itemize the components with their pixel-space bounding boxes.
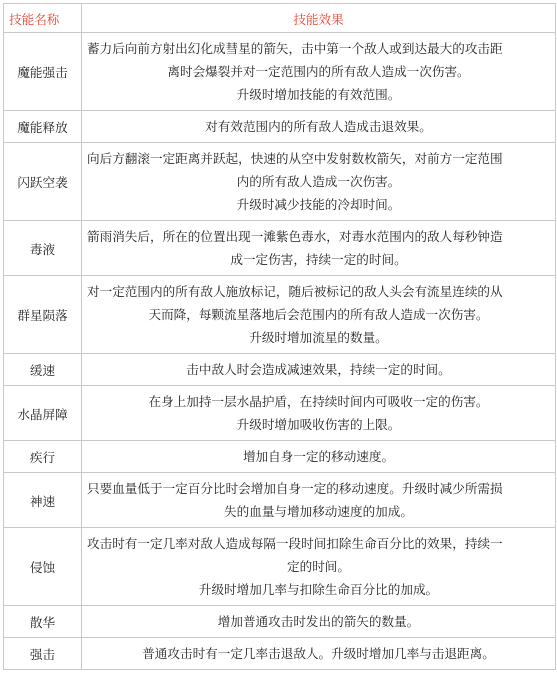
skill-name-cell: 水晶屏障 xyxy=(4,386,82,441)
skill-rows xyxy=(4,33,556,670)
skill-name-cell: 缓速 xyxy=(4,354,82,386)
skill-effect-cell xyxy=(82,606,556,638)
header-skill-name: 技能名称 xyxy=(4,4,82,33)
skill-effect-cell xyxy=(82,143,556,221)
skill-effect-line: 升级时增加流星的数量。 xyxy=(249,330,388,345)
skill-effect-cell xyxy=(82,441,556,473)
skill-effect-line: 普通攻击时有一定几率击退敌人。升级时增加几率与击退距离。 xyxy=(142,646,495,661)
table-row xyxy=(4,354,556,386)
skill-effect-line: 离时会爆裂并对一定范围内的所有敌人造成一次伤害。 xyxy=(167,64,470,79)
skill-name-cell: 魔能释放 xyxy=(4,111,82,143)
table-row xyxy=(4,386,556,441)
skill-effect-line: 箭雨消失后，所在的位置出现一滩紫色毒水，对毒水范围内的敌人每秒钟造 xyxy=(87,229,503,244)
table-row xyxy=(4,221,556,276)
skill-effect-line: 升级时减少技能的冷却时间。 xyxy=(236,197,401,212)
skill-effect-line: 攻击时有一定几率对敌人造成每隔一段时间扣除生命百分比的效果，持续一 xyxy=(87,536,503,551)
skill-effect-line: 内的所有敌人造成一次伤害。 xyxy=(236,174,401,189)
skill-effect-line: 天而降，每颗流星落地后会范围内的所有敌人造成一次伤害。 xyxy=(148,307,489,322)
table-row xyxy=(4,276,556,354)
header-skill-effect: 技能效果 xyxy=(82,4,556,33)
skill-effect-cell xyxy=(82,638,556,670)
skill-effect-cell xyxy=(82,276,556,354)
skill-effect-cell xyxy=(82,528,556,606)
skill-effect-cell xyxy=(82,354,556,386)
skill-effect-line: 蓄力后向前方射出幻化成彗星的箭矢，击中第一个敌人或到达最大的攻击距 xyxy=(87,41,503,56)
skill-effect-cell xyxy=(82,111,556,143)
skill-name-cell: 散华 xyxy=(4,606,82,638)
skill-table xyxy=(3,3,556,670)
skill-effect-line: 失的血量与增加移动速度的加成。 xyxy=(224,504,413,519)
table-row xyxy=(4,111,556,143)
table-row xyxy=(4,33,556,111)
table-row xyxy=(4,143,556,221)
table-row xyxy=(4,606,556,638)
skill-effect-cell xyxy=(82,473,556,528)
table-row xyxy=(4,473,556,528)
skill-effect-cell xyxy=(82,386,556,441)
skill-effect-line: 对有效范围内的所有敌人造成击退效果。 xyxy=(205,119,432,134)
skill-name-cell: 神速 xyxy=(4,473,82,528)
skill-effect-line: 升级时增加技能的有效范围。 xyxy=(236,87,401,102)
table-header-row xyxy=(4,4,556,33)
skill-effect-line: 升级时增加几率与扣除生命百分比的加成。 xyxy=(198,582,439,597)
skill-effect-line: 对一定范围内的所有敌人施放标记，随后被标记的敌人头会有流星连续的从 xyxy=(87,284,503,299)
skill-effect-line: 在身上加持一层水晶护盾，在持续时间内可吸收一定的伤害。 xyxy=(148,394,489,409)
skill-effect-line: 向后方翻滚一定距离并跃起，快速的从空中发射数枚箭矢，对前方一定范围 xyxy=(87,151,503,166)
skill-name-cell: 强击 xyxy=(4,638,82,670)
table-row xyxy=(4,638,556,670)
skill-name-cell: 群星陨落 xyxy=(4,276,82,354)
skill-effect-cell xyxy=(82,221,556,276)
skill-effect-line: 定的时间。 xyxy=(287,559,350,574)
skill-name-cell: 毒液 xyxy=(4,221,82,276)
skill-effect-line: 升级时增加吸收伤害的上限。 xyxy=(236,417,401,432)
skill-name-cell: 魔能强击 xyxy=(4,33,82,111)
skill-effect-line: 只要血量低于一定百分比时会增加自身一定的移动速度。升级时减少所需损 xyxy=(87,481,503,496)
skill-effect-line: 增加普通攻击时发出的箭矢的数量。 xyxy=(217,614,420,629)
skill-name-cell: 疾行 xyxy=(4,441,82,473)
skill-effect-line: 成一定伤害，持续一定的时间。 xyxy=(230,252,407,267)
skill-name-cell: 侵蚀 xyxy=(4,528,82,606)
table-row xyxy=(4,441,556,473)
skill-effect-line: 增加自身一定的移动速度。 xyxy=(242,449,395,464)
skill-name-cell: 闪跃空袭 xyxy=(4,143,82,221)
table-row xyxy=(4,528,556,606)
skill-effect-cell xyxy=(82,33,556,111)
skill-effect-line: 击中敌人时会造成减速效果，持续一定的时间。 xyxy=(186,362,451,377)
